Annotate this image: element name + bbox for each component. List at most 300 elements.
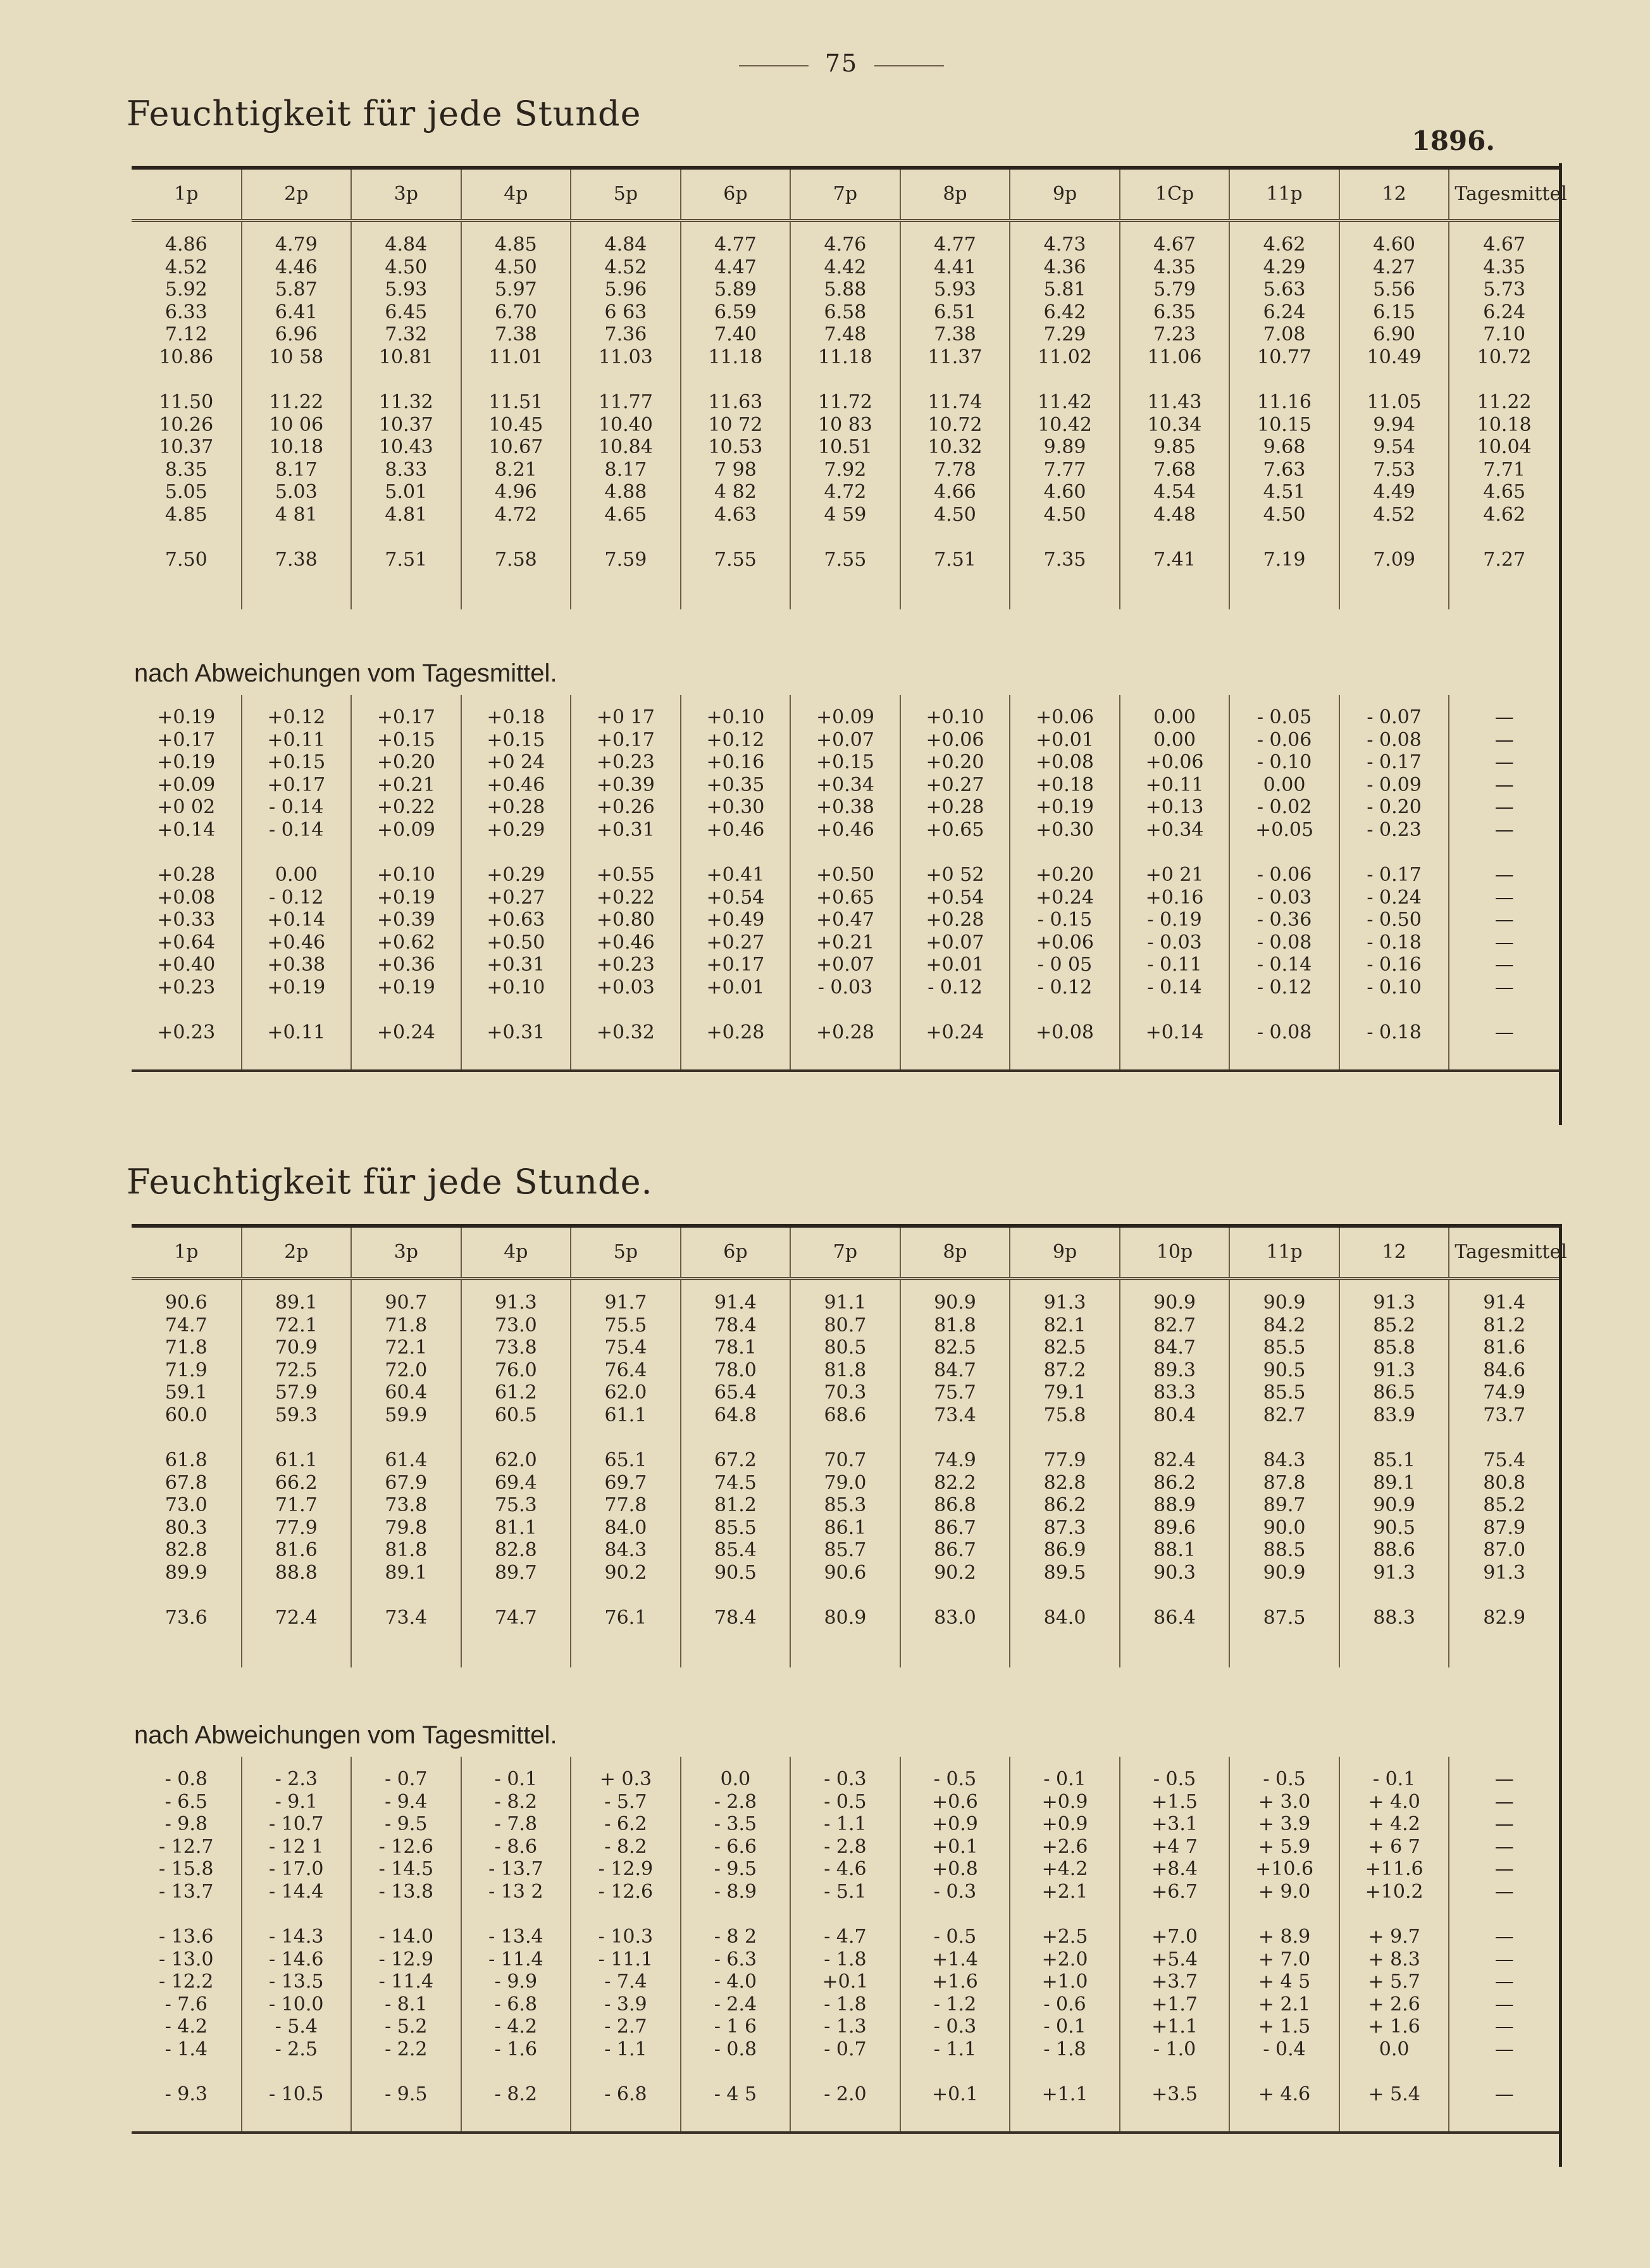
table-cell: 73.4	[351, 1607, 461, 1629]
table-cell	[1229, 368, 1339, 391]
table-cell: 67.9	[351, 1472, 461, 1495]
table-cell: 89.1	[351, 1562, 461, 1585]
table-cell: - 2.5	[242, 2038, 352, 2061]
table-cell: 77.9	[242, 1517, 352, 1540]
column-header: 2p	[242, 168, 352, 221]
table-cell: - 12 1	[242, 1836, 352, 1859]
table-cell: 64.8	[681, 1404, 791, 1427]
table-cell: 80.3	[164, 1516, 208, 1539]
table-cell: 85.4	[681, 1539, 791, 1562]
spacer-row	[132, 2106, 1559, 2133]
table-cell: - 10.7	[242, 1813, 352, 1836]
table-cell: +0.47	[790, 909, 900, 932]
table-cell: 10.37	[159, 436, 214, 458]
table-cell	[351, 1584, 461, 1607]
table-cell: - 4 5	[681, 2083, 791, 2106]
table-cell: 82.9	[1449, 1607, 1559, 1629]
table-cell	[242, 841, 352, 864]
table-cell	[1449, 1044, 1559, 1071]
table-cell: +4 7	[1120, 1836, 1230, 1859]
table-cell: - 0.5	[1229, 1768, 1339, 1791]
table-cell	[1339, 571, 1449, 609]
table-cell	[681, 2060, 791, 2083]
table-cell: —	[1449, 1926, 1559, 1948]
spacer-row	[132, 1757, 1559, 1768]
table-cell: +11.6	[1339, 1858, 1449, 1881]
table-cell: +0.01	[1010, 729, 1120, 752]
data-row	[132, 1381, 1559, 1404]
table-cell: 7.10	[1449, 323, 1559, 346]
table-cell: +0.20	[900, 751, 1010, 774]
table-cell	[242, 368, 352, 391]
table-cell: 75.3	[461, 1494, 571, 1517]
table-cell: - 14.6	[242, 1948, 352, 1971]
table-cell: + 1.5	[1229, 2016, 1339, 2038]
table-cell: - 8.2	[461, 1791, 571, 1814]
table-cell: 74.7	[461, 1607, 571, 1629]
table-cell: 7.32	[351, 323, 461, 346]
table-cell	[461, 526, 571, 549]
table-cell: 87.3	[1010, 1517, 1120, 1540]
table-cell	[571, 1279, 681, 1292]
table-cell: +0.31	[571, 819, 681, 842]
table-cell	[900, 526, 1010, 549]
table-cell: —	[1449, 1948, 1559, 1971]
table-cell: 86.4	[1120, 1607, 1230, 1629]
table-cell: +0.06	[1120, 751, 1230, 774]
table-cell: - 0.18	[1339, 932, 1449, 954]
table-cell: - 0.08	[1229, 1021, 1339, 1044]
table-cell	[900, 1584, 1010, 1607]
table-cell: 72.1	[242, 1314, 352, 1337]
table-cell: —	[1449, 1881, 1559, 1904]
table-cell	[571, 571, 681, 609]
table-cell: 88.3	[1339, 1607, 1449, 1629]
table-cell: +0.6	[900, 1791, 1010, 1814]
table-cell: +0.31	[461, 1021, 571, 1044]
table-cell: 88.5	[1229, 1539, 1339, 1562]
table-cell	[1010, 1044, 1120, 1071]
table-cell: 91.3	[1339, 1292, 1449, 1314]
table-cell: - 0.09	[1339, 774, 1449, 797]
table-cell: 4.50	[351, 256, 461, 279]
table-cell: 8.21	[461, 459, 571, 482]
table-cell	[571, 999, 681, 1021]
table-cell: 7.19	[1229, 549, 1339, 571]
table-cell	[790, 1044, 900, 1071]
table-cell: 7.35	[1010, 549, 1120, 571]
table-cell: 90.9	[1120, 1292, 1230, 1314]
table-cell: - 1.0	[1120, 2038, 1230, 2061]
table-cell	[1010, 526, 1120, 549]
table-cell: +0.39	[571, 774, 681, 797]
data-row	[132, 1404, 1559, 1427]
table-cell: - 4.7	[790, 1926, 900, 1948]
table-cell	[790, 368, 900, 391]
table-cell	[351, 2060, 461, 2083]
table-cell: 10.45	[461, 414, 571, 437]
table-cell: - 0.5	[900, 1768, 1010, 1791]
table-cell: 6.51	[900, 301, 1010, 324]
column-header: 1p	[132, 168, 242, 221]
table-cell: +0.15	[242, 751, 352, 774]
column-header: 1p	[132, 1226, 242, 1279]
table-cell: 72.4	[242, 1607, 352, 1629]
table-cell: 6.59	[681, 301, 791, 324]
table-cell	[1339, 1279, 1449, 1292]
data-row	[132, 909, 1559, 932]
table-cell: +0.1	[900, 1836, 1010, 1859]
table-cell: —	[1449, 1813, 1559, 1836]
table-cell	[681, 221, 791, 234]
table-cell	[242, 2106, 352, 2133]
table-cell: +0.17	[242, 774, 352, 797]
table-cell	[1120, 368, 1230, 391]
table-cell	[1449, 571, 1559, 609]
table-cell: 4.50	[900, 504, 1010, 526]
table-cell: - 3.9	[571, 1993, 681, 2016]
table-cell: - 1.6	[461, 2038, 571, 2061]
table-cell: +0.65	[900, 819, 1010, 842]
table-cell: +0.40	[157, 954, 216, 976]
table-cell	[1339, 695, 1449, 706]
table-cell: - 0.08	[1229, 932, 1339, 954]
table-cell: 59.1	[164, 1381, 208, 1404]
table-cell: 4.29	[1229, 256, 1339, 279]
table-cell	[900, 368, 1010, 391]
table-cell	[1120, 526, 1230, 549]
table-cell: - 9.3	[164, 2083, 208, 2105]
table-cell: 0.0	[1339, 2038, 1449, 2061]
table-cell: +0.30	[1010, 819, 1120, 842]
table-cell: +2.0	[1010, 1948, 1120, 1971]
column-header: 1Cp	[1120, 168, 1230, 221]
table-cell	[790, 2106, 900, 2133]
table-cell	[351, 526, 461, 549]
table-cell: - 1.1	[790, 1813, 900, 1836]
table-cell: - 11.4	[351, 1971, 461, 1993]
table-cell: +0.19	[351, 976, 461, 999]
table-cell: 4.50	[1229, 504, 1339, 526]
table-cell: - 0.08	[1339, 729, 1449, 752]
table-cell: +0.27	[900, 774, 1010, 797]
table-cell: 86.1	[790, 1517, 900, 1540]
table-cell: 5.87	[242, 278, 352, 301]
table-cell: + 2.1	[1229, 1993, 1339, 2016]
table-cell	[461, 221, 571, 234]
table-cell: - 0.10	[1339, 976, 1449, 999]
column-header: 7p	[790, 1226, 900, 1279]
table-cell: 4.96	[461, 481, 571, 504]
table-cell	[1339, 2060, 1449, 2083]
table-cell: 61.4	[351, 1449, 461, 1472]
table-cell: +0.26	[571, 796, 681, 819]
table-cell: - 9.5	[681, 1858, 791, 1881]
table-cell: 75.7	[900, 1381, 1010, 1404]
table-cell	[461, 1629, 571, 1667]
table-cell: 7.77	[1010, 459, 1120, 482]
table-cell: - 7.6	[164, 1993, 208, 2016]
table-cell	[900, 1279, 1010, 1292]
table-cell: 4.86	[164, 234, 208, 256]
table-cell	[1229, 526, 1339, 549]
table-cell: 11.03	[571, 346, 681, 369]
table-cell	[351, 571, 461, 609]
table-cell: - 0.12	[1010, 976, 1120, 999]
table-cell: +0 24	[461, 751, 571, 774]
table-cell: 11.22	[1449, 391, 1559, 414]
table-cell: +0.27	[461, 887, 571, 909]
table-cell	[790, 1757, 900, 1768]
column-header: 5p	[571, 1226, 681, 1279]
table-cell: +3.1	[1120, 1813, 1230, 1836]
table-cell: 11.22	[242, 391, 352, 414]
table-cell: +0.50	[790, 864, 900, 887]
table-cell: - 10.0	[242, 1993, 352, 2016]
table-cell	[681, 1584, 791, 1607]
table-cell	[351, 841, 461, 864]
table-cell: 81.8	[900, 1314, 1010, 1337]
table-cell: +0.18	[461, 706, 571, 729]
table-cell: 84.3	[571, 1539, 681, 1562]
table-cell: 83.9	[1339, 1404, 1449, 1427]
table-cell	[461, 2060, 571, 2083]
table-cell: 70.9	[242, 1336, 352, 1359]
table-cell: —	[1449, 1993, 1559, 2016]
data-row	[132, 1562, 1559, 1585]
table-cell	[461, 1426, 571, 1449]
table-cell	[461, 368, 571, 391]
table-cell: 4.51	[1229, 481, 1339, 504]
table-cell: 10.77	[1229, 346, 1339, 369]
table-cell: 4.47	[681, 256, 791, 279]
table-cell: 73.6	[164, 1607, 208, 1629]
column-header: 9p	[1010, 168, 1120, 221]
table-cell: - 6.8	[571, 2083, 681, 2106]
table-cell: 10.04	[1449, 436, 1559, 459]
table-cell: 59.9	[351, 1404, 461, 1427]
table-cell	[242, 526, 352, 549]
data-row	[132, 1948, 1559, 1971]
table-cell: 66.2	[242, 1472, 352, 1495]
table-cell	[132, 526, 242, 549]
table-cell: 9.94	[1339, 414, 1449, 437]
table-cell	[571, 221, 681, 234]
table-cell: - 6.2	[571, 1813, 681, 1836]
table-cell	[571, 1584, 681, 1607]
table-cell	[461, 1044, 571, 1071]
table-cell: —	[1449, 774, 1559, 797]
table-cell: 71.7	[242, 1494, 352, 1517]
column-header: Tagesmittel	[1449, 1226, 1559, 1279]
table-cell	[461, 1903, 571, 1926]
table-cell	[242, 571, 352, 609]
table-cell	[1120, 1044, 1230, 1071]
table-cell	[1120, 2106, 1230, 2133]
table-cell: - 12.6	[351, 1836, 461, 1859]
table-cell: 85.3	[790, 1494, 900, 1517]
table-cell: 60.0	[164, 1404, 208, 1426]
table-cell: - 13.7	[159, 1880, 214, 1903]
table-cell: +0.19	[157, 706, 216, 728]
table-cell: 4.85	[164, 503, 208, 526]
table-cell: 74.7	[164, 1314, 208, 1336]
table-cell	[242, 1584, 352, 1607]
table-cell: 4.54	[1120, 481, 1230, 504]
table-cell	[681, 1044, 791, 1071]
table-cell: —	[1449, 1021, 1559, 1044]
column-header: 6p	[681, 168, 791, 221]
table-cell: —	[1449, 2038, 1559, 2061]
table-cell: 9.68	[1229, 436, 1339, 459]
table-cell: 6.45	[351, 301, 461, 324]
table-cell: 11.42	[1010, 391, 1120, 414]
table-cell: 4.50	[1010, 504, 1120, 526]
table-cell: 90.2	[900, 1562, 1010, 1585]
table-cell: - 0.8	[681, 2038, 791, 2061]
table-cell: 75.8	[1010, 1404, 1120, 1427]
table-cell: - 11.4	[461, 1948, 571, 1971]
table-cell	[1229, 1584, 1339, 1607]
table-cell: - 8.9	[681, 1881, 791, 1904]
table-cell: 11.77	[571, 391, 681, 414]
table-cell: - 0.1	[1339, 1768, 1449, 1791]
table-cell: 11.06	[1120, 346, 1230, 369]
table-cell: 4 81	[242, 504, 352, 526]
table-cell	[242, 2060, 352, 2083]
table-cell: 4.67	[1120, 234, 1230, 256]
table-cell	[1010, 999, 1120, 1021]
table-cell: - 0.1	[461, 1768, 571, 1791]
table-cell: +0.19	[351, 887, 461, 909]
table-cell: +0.07	[790, 729, 900, 752]
table-cell: +0.24	[900, 1021, 1010, 1044]
table-cell	[351, 2106, 461, 2133]
table-cell: 4.62	[1449, 504, 1559, 526]
table-cell: +0.23	[571, 954, 681, 976]
table-cell: +0.8	[900, 1858, 1010, 1881]
table-cell: —	[1449, 751, 1559, 774]
table-cell: 86.7	[900, 1517, 1010, 1540]
table-cell: - 8 2	[681, 1926, 791, 1948]
table-cell: +0.34	[1120, 819, 1230, 842]
table-cell: +0.35	[681, 774, 791, 797]
table-cell	[900, 221, 1010, 234]
table-cell: +0.38	[790, 796, 900, 819]
table-cell: - 0.24	[1339, 887, 1449, 909]
table-cell	[1010, 695, 1120, 706]
table-cell: 75.4	[1449, 1449, 1559, 1472]
table-cell	[1449, 1629, 1559, 1667]
data-row	[132, 346, 1559, 369]
spacer-row	[132, 1426, 1559, 1449]
table-cell	[790, 1426, 900, 1449]
table-cell: 60.5	[461, 1404, 571, 1427]
table-cell: 81.2	[1449, 1314, 1559, 1337]
table-cell	[571, 368, 681, 391]
table-cell: 81.1	[461, 1517, 571, 1540]
table-cell: 86.9	[1010, 1539, 1120, 1562]
table-cell: 73.7	[1449, 1404, 1559, 1427]
table-cell: +1.5	[1120, 1791, 1230, 1814]
table-cell	[1339, 368, 1449, 391]
table-cell: - 4.6	[790, 1858, 900, 1881]
table-cell	[1010, 1629, 1120, 1667]
deviation-table-2	[132, 1757, 1559, 2134]
table-cell	[461, 2106, 571, 2133]
table-cell: + 1.6	[1339, 2016, 1449, 2038]
table-cell: +0.03	[571, 976, 681, 999]
table-cell: - 0.8	[164, 1768, 208, 1790]
table-cell: - 0.17	[1339, 864, 1449, 887]
table-cell	[1339, 2106, 1449, 2133]
table-cell: 71.8	[351, 1314, 461, 1337]
table-cell: - 14.5	[351, 1858, 461, 1881]
table-cell: 74.9	[900, 1449, 1010, 1472]
table-cell	[132, 1903, 242, 1926]
table-cell: +0.07	[900, 932, 1010, 954]
table-cell: 11.50	[159, 391, 214, 413]
table-cell	[681, 999, 791, 1021]
table-cell: 11.43	[1120, 391, 1230, 414]
table-cell	[1339, 1629, 1449, 1667]
table-cell: - 12.9	[571, 1858, 681, 1881]
table-cell	[1229, 1279, 1339, 1292]
table-cell: +0.13	[1120, 796, 1230, 819]
table-cell: - 0.11	[1120, 954, 1230, 976]
year-label: 1896.	[1411, 125, 1495, 156]
table-cell: +0.21	[790, 932, 900, 954]
table-cell: 10.72	[1449, 346, 1559, 369]
table-cell	[351, 1757, 461, 1768]
table-cell: 72.0	[351, 1359, 461, 1382]
table-cell: 6.24	[1229, 301, 1339, 324]
table-cell: 62.0	[571, 1381, 681, 1404]
table-cell: 5.88	[790, 278, 900, 301]
table-cell: +0.15	[790, 751, 900, 774]
table-cell: - 13.0	[159, 1948, 214, 1971]
table-cell: 4.66	[900, 481, 1010, 504]
table-cell: +0.28	[461, 796, 571, 819]
table-cell: 6.24	[1449, 301, 1559, 324]
table-cell: - 0.15	[1010, 909, 1120, 932]
table-cell: 11.18	[681, 346, 791, 369]
table-cell	[1339, 1757, 1449, 1768]
table-cell: - 2.8	[790, 1836, 900, 1859]
table-cell: - 13.4	[461, 1926, 571, 1948]
table-cell: 82.5	[1010, 1336, 1120, 1359]
table-cell: - 0.10	[1229, 751, 1339, 774]
table-cell	[242, 221, 352, 234]
table-cell: +0.23	[157, 976, 216, 999]
table-cell	[1229, 695, 1339, 706]
table-cell: 77.9	[1010, 1449, 1120, 1472]
table-cell: 67.8	[164, 1471, 208, 1494]
table-cell: - 4.2	[461, 2016, 571, 2038]
table-cell	[1229, 1903, 1339, 1926]
table-cell: 74.5	[681, 1472, 791, 1495]
column-header: 8p	[900, 168, 1010, 221]
table-cell	[1010, 368, 1120, 391]
table-cell: 7.53	[1339, 459, 1449, 482]
table-cell: +0.39	[351, 909, 461, 932]
table-cell: 85.7	[790, 1539, 900, 1562]
table-cell: - 0.20	[1339, 796, 1449, 819]
column-header: 5p	[571, 168, 681, 221]
table-cell: 91.3	[1010, 1292, 1120, 1314]
table-cell	[681, 1903, 791, 1926]
table-cell: +3.5	[1120, 2083, 1230, 2106]
